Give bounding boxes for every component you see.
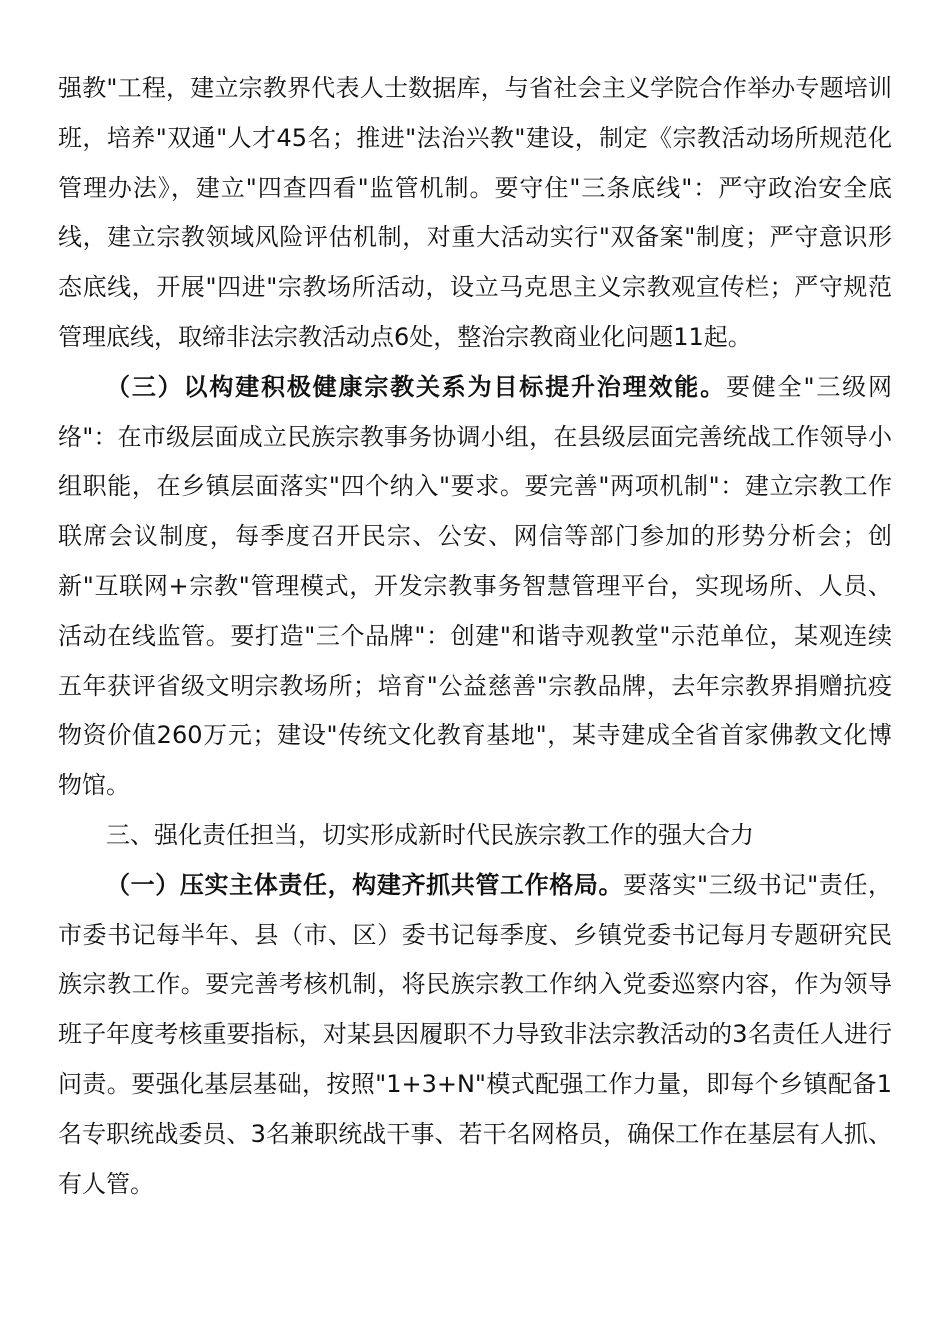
paragraph-continuation	[58, 64, 892, 363]
section-heading-3	[58, 811, 892, 861]
subsection-heading: （一）压实主体责任，构建齐抓共管工作格局。	[106, 870, 624, 899]
paragraph-subsection-1	[58, 861, 892, 1210]
paragraph-subsection-3	[58, 363, 892, 811]
document-body	[58, 64, 892, 1209]
paragraph-text: 强教"工程，建立宗教界代表人士数据库，与省社会主义学院合作举办专题培训班，培养"双通"人才45名；推进"法治兴教"建设，制定《宗教活动场所规范化管理办法》，建立"四查四看"监管机制。要守住"三条底线"：严守政治安全底线，建立宗教领域风险评估机制，对重大活动实行"双备案"制度；严守意识形态底线，开展"四进"宗教场所活动，设立马克思主义宗教观宣传栏；严守规范管理底线，取缔非法宗教活动点6处，整治宗教商业化问题11起。	[58, 74, 892, 351]
section-heading-text: 三、强化责任担当，切实形成新时代民族宗教工作的强大合力	[106, 820, 754, 849]
paragraph-text: 要落实"三级书记"责任，市委书记每半年、县（市、区）委书记每季度、乡镇党委书记每月专题研究民族宗教工作。要完善考核机制，将民族宗教工作纳入党委巡察内容，作为领导班子年度考核重要指标，对某县因履职不力导致非法宗教活动的3名责任人进行问责。要强化基层基础，按照"1+3+N"模式配强工作力量，即每个乡镇配备1名专职统战委员、3名兼职统战干事、若干名网格员，确保工作在基层有人抓、有人管。	[58, 870, 893, 1198]
paragraph-text: 要健全"三级网络"：在市级层面成立民族宗教事务协调小组，在县级层面完善统战工作领导小组职能，在乡镇层面落实"四个纳入"要求。要完善"两项机制"：建立宗教工作联席会议制度，每季度召开民宗、公安、网信等部门参加的形势分析会；创新"互联网+宗教"管理模式，开发宗教事务智慧管理平台，实现场所、人员、活动在线监管。要打造"三个品牌"：创建"和谐寺观教堂"示范单位，某观连续五年获评省级文明宗教场所；培育"公益慈善"宗教品牌，去年宗教界捐赠抗疫物资价值260万元；建设"传统文化教育基地"，某寺建成全省首家佛教文化博物馆。	[58, 372, 892, 800]
subsection-heading: （三）以构建积极健康宗教关系为目标提升治理效能。	[106, 372, 726, 401]
